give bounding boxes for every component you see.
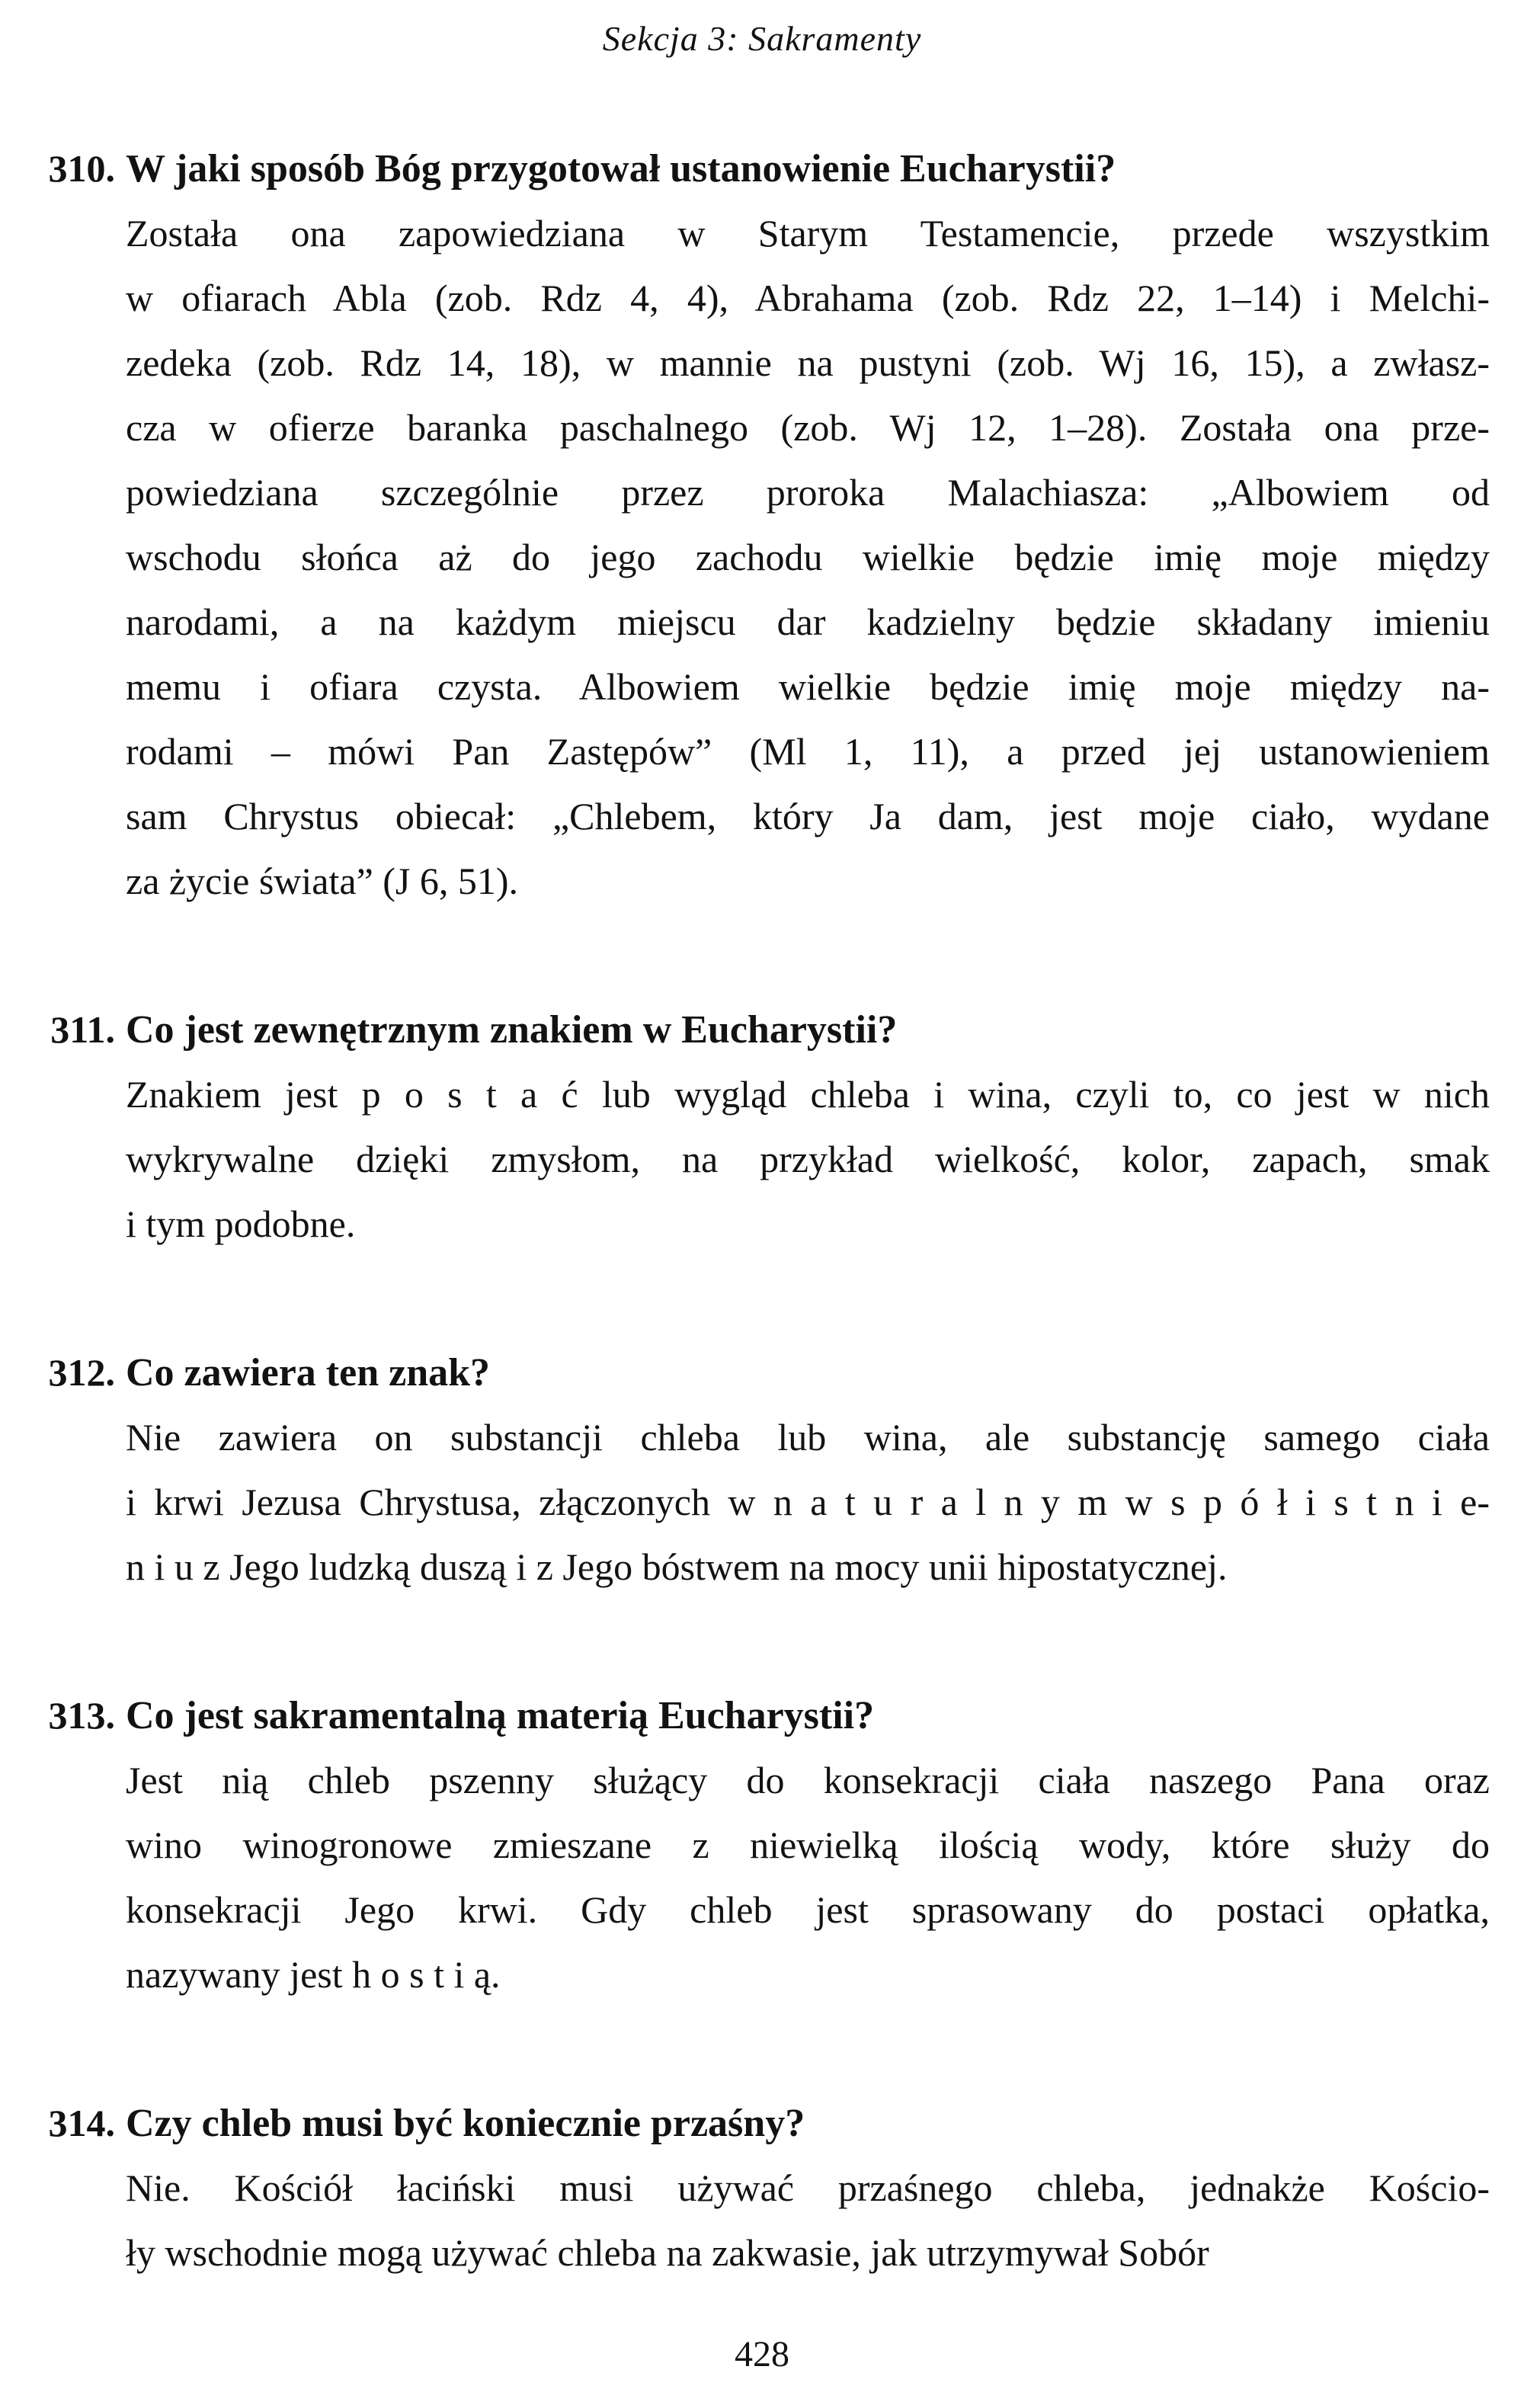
answer-line: narodami, a na każdym miejscu dar kadzielny będzie składany imieniu — [126, 600, 1490, 643]
question-heading: Co zawiera ten znak? — [126, 1350, 491, 1395]
answer-line: nazywany jest h o s t i ą. — [126, 1952, 501, 1996]
question-heading: Co jest sakramentalną materią Eucharystii? — [126, 1693, 875, 1737]
qa-body — [126, 1683, 1490, 2007]
qa-item-310 — [0, 136, 1524, 914]
qa-item-313 — [0, 1683, 1524, 2007]
qa-item-314 — [0, 2091, 1524, 2285]
answer-line: za życie świata” (J 6, 51). — [126, 859, 519, 902]
answer-line: memu i ofiara czysta. Albowiem wielkie będzie imię moje między na- — [126, 664, 1490, 708]
question-number: 314. — [48, 2101, 115, 2144]
answer-line: wschodu słońca aż do jego zachodu wielkie będzie imię moje między — [126, 535, 1490, 578]
answer-text — [126, 2156, 1490, 2285]
answer-line: Znakiem jest p o s t a ć lub wygląd chleba i wina, czyli to, co jest w nich — [126, 1072, 1490, 1116]
answer-line: w ofiarach Abla (zob. Rdz 4, 4), Abrahama (zob. Rdz 22, 1–14) i Melchi- — [126, 276, 1490, 319]
question-number: 310. — [48, 146, 115, 190]
answer-line: konsekracji Jego krwi. Gdy chleb jest sprasowany do postaci opłatka, — [126, 1888, 1490, 1931]
qa-item-312 — [0, 1340, 1524, 1599]
section-running-header: Sekcja 3: Sakramenty — [602, 19, 922, 58]
answer-line: wykrywalne dzięki zmysłom, na przykład wielkość, kolor, zapach, smak — [126, 1137, 1490, 1180]
answer-line: Nie. Kościół łaciński musi używać przaśnego chleba, jednakże Kościo- — [126, 2166, 1490, 2209]
page-content — [0, 136, 1524, 2285]
answer-text — [126, 201, 1490, 914]
page-number: 428 — [735, 2334, 789, 2374]
qa-body — [126, 136, 1490, 914]
question-number: 312. — [48, 1350, 115, 1394]
answer-text — [126, 1405, 1490, 1599]
answer-text — [126, 1748, 1490, 2007]
answer-line: zedeka (zob. Rdz 14, 18), w mannie na pustyni (zob. Wj 16, 15), a zwłasz- — [126, 341, 1490, 384]
question-heading: Co jest zewnętrznym znakiem w Eucharystii? — [126, 1007, 898, 1052]
answer-line: cza w ofierze baranka paschalnego (zob. Wj 12, 1–28). Została ona prze- — [126, 405, 1490, 449]
answer-line: Została ona zapowiedziana w Starym Testamencie, przede wszystkim — [126, 211, 1490, 255]
answer-line: i tym podobne. — [126, 1202, 356, 1245]
answer-line: n i u z Jego ludzką duszą i z Jego bóstwem na mocy unii hipostatycznej. — [126, 1545, 1228, 1588]
question-heading: Czy chleb musi być koniecznie przaśny? — [126, 2101, 805, 2145]
answer-line: sam Chrystus obiecał: „Chlebem, który Ja dam, jest moje ciało, wydane — [126, 794, 1490, 837]
qa-body — [126, 2091, 1490, 2285]
qa-item-311 — [0, 997, 1524, 1257]
qa-body — [126, 997, 1490, 1257]
answer-text — [126, 1062, 1490, 1257]
question-heading: W jaki sposób Bóg przygotował ustanowienie Eucharystii? — [126, 146, 1116, 191]
qa-body — [126, 1340, 1490, 1599]
answer-line: rodami – mówi Pan Zastępów” (Ml 1, 11), a przed jej ustanowieniem — [126, 729, 1490, 773]
answer-line: i krwi Jezusa Chrystusa, złączonych w n a t u r a l n y m w s p ó ł i s t n i e- — [126, 1480, 1490, 1523]
answer-line: ły wschodnie mogą używać chleba na zakwasie, jak utrzymywał Sobór — [126, 2230, 1209, 2274]
question-number: 311. — [50, 1007, 115, 1051]
question-number: 313. — [48, 1693, 115, 1737]
answer-line: powiedziana szczególnie przez proroka Malachiasza: „Albowiem od — [126, 470, 1490, 514]
answer-line: wino winogronowe zmieszane z niewielką ilością wody, które służy do — [126, 1823, 1490, 1866]
answer-line: Nie zawiera on substancji chleba lub wina, ale substancję samego ciała — [126, 1415, 1490, 1459]
answer-line: Jest nią chleb pszenny służący do konsekracji ciała naszego Pana oraz — [126, 1758, 1490, 1801]
